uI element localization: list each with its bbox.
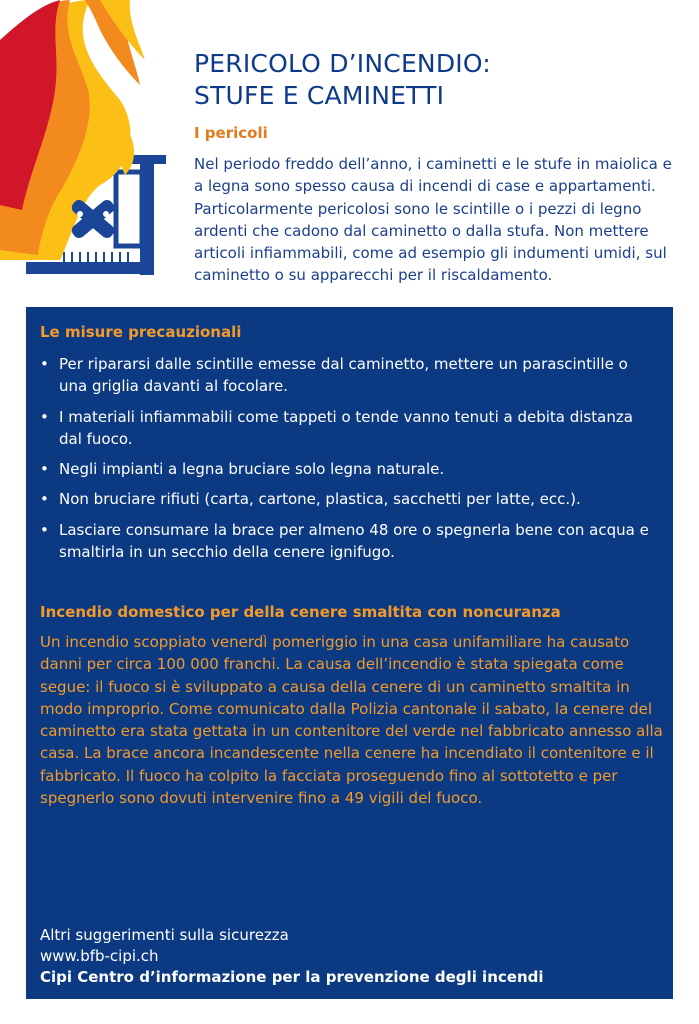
list-item-text: Per ripararsi dalle scintille emesse dal caminetto, mettere un parascintille o una griglia davanti al focolare. bbox=[59, 355, 628, 396]
fireplace-illustration bbox=[0, 0, 190, 280]
fireplace-grate bbox=[64, 252, 128, 262]
measures-list bbox=[40, 353, 660, 571]
list-item bbox=[40, 519, 660, 564]
bullet-icon: • bbox=[40, 407, 49, 426]
footer bbox=[40, 925, 660, 988]
organization-name: Cipi Centro d’informazione per la prevenzione degli incendi bbox=[40, 968, 544, 986]
list-item bbox=[40, 353, 660, 398]
page-title bbox=[194, 48, 674, 112]
list-item-text: Lasciare consumare la brace per almeno 48 ore o spegnerla bene con acqua e smaltirla in un secchio della cenere ignifugo. bbox=[59, 520, 649, 562]
bullet-icon: • bbox=[40, 490, 49, 509]
list-item bbox=[40, 488, 660, 510]
list-item bbox=[40, 458, 660, 480]
incident-text: Un incendio scoppiato venerdì pomeriggio in una casa unifamiliare ha causato danni per circa 100 000 franchi. La causa dell’incendio è stata spiegata come segue: il fuoco si è sviluppato a causa della cenere di un caminetto smaltita in modo improprio. Come comunicato dalla Polizia cantonale il sabato, la cenere del caminetto era stata gettata in un contenitore del verde nel fabbricato annesso alla casa. La brace ancora incandescente nella cenere ha incendiato il contenitore e il fabbricato. Il fuoco ha colpito la facciata proseguendo fino al sottotetto e per spegnerlo sono dovuti intervenire fino a 49 vigili del fuoco. bbox=[40, 633, 663, 808]
footer-tips-text: Altri suggerimenti sulla sicurezza bbox=[40, 926, 289, 944]
measures-heading: Le misure precauzionali bbox=[40, 323, 242, 341]
list-item bbox=[40, 406, 660, 451]
dangers-text: Nel periodo freddo dell’anno, i caminetti e le stufe in maiolica e a legna sono spesso causa di incendi di case e appartamenti. Particolarmente pericolosi sono le scintille o i pezzi di legno ardenti che cadono dal caminetto o dalla stufa. Non mettere articoli infiammabili, come ad esempio gli indumenti umidi, sul caminetto o su apparecchi per il riscaldamento. bbox=[194, 155, 672, 285]
website-link[interactable]: www.bfb-cipi.ch bbox=[40, 947, 159, 965]
bullet-icon: • bbox=[40, 520, 49, 539]
bullet-icon: • bbox=[40, 460, 49, 479]
title-line-1: PERICOLO D’INCENDIO: bbox=[194, 49, 491, 78]
title-line-2: STUFE E CAMINETTI bbox=[194, 81, 445, 110]
dangers-heading: I pericoli bbox=[194, 124, 268, 142]
bullet-icon: • bbox=[40, 355, 49, 373]
incident-heading: Incendio domestico per della cenere smaltita con noncuranza bbox=[40, 603, 561, 621]
list-item-text: I materiali infiammabili come tappeti o tende vanno tenuti a debita distanza dal fuoco. bbox=[59, 407, 633, 448]
list-item-text: Non bruciare rifiuti (carta, cartone, plastica, sacchetti per latte, ecc.). bbox=[59, 490, 581, 509]
list-item-text: Negli impianti a legna bruciare solo legna naturale. bbox=[59, 460, 445, 479]
info-panel bbox=[26, 307, 673, 999]
